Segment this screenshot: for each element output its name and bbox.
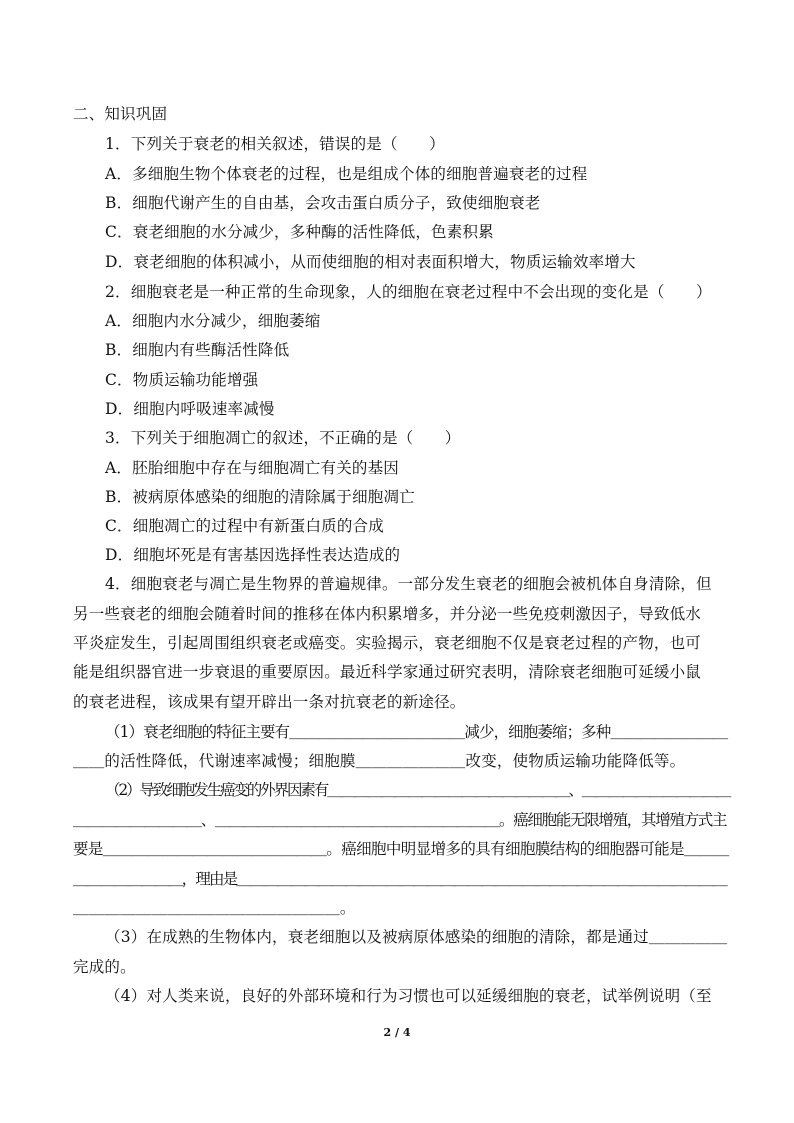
q4-passage-line: 的衰老进程，该成果有望开辟出一条对抗衰老的新途径。 xyxy=(73,693,466,711)
q2-option-c: C．物质运输功能增强 xyxy=(105,371,259,389)
q2-option-a: A．细胞内水分减少，细胞萎缩 xyxy=(105,312,321,330)
q4-passage-line: 4．细胞衰老与凋亡是生物界的普遍规律。一部分发生衰老的细胞会被机体自身清除，但 xyxy=(105,575,712,593)
q2-option-d: D．细胞内呼吸速率减慢 xyxy=(105,400,275,418)
q1-option-a: A．多细胞生物个体衰老的过程，也是组成个体的细胞普遍衰老的过程 xyxy=(105,165,588,183)
page-number: 2 / 4 xyxy=(383,1026,411,1039)
q3-option-d: D．细胞坏死是有害基因选择性表达造成的 xyxy=(105,546,401,564)
q4-passage-line: 能是组织器官进一步衰退的重要原因。最近科学家通过研究表明，清除衰老细胞可延缓小鼠 xyxy=(73,663,702,681)
q3-option-a: A．胚胎细胞中存在与细胞凋亡有关的基因 xyxy=(105,459,399,477)
q4-sub2-line: ＿＿＿＿＿＿＿＿＿、＿＿＿＿＿＿＿＿＿＿＿＿＿＿＿＿＿＿＿＿。癌细胞能无限增殖，其增殖方式主 xyxy=(73,811,727,829)
q3-stem: 3．下列关于细胞凋亡的叙述，不正确的是（ ） xyxy=(105,429,461,447)
q4-sub3-line: 完成的。 xyxy=(73,958,136,976)
q2-stem: 2．细胞衰老是一种正常的生命现象，人的细胞在衰老过程中不会出现的变化是（ ） xyxy=(105,283,712,301)
q4-sub3-line: （3）在成熟的生物体内，衰老细胞以及被病原体感染的细胞的清除，都是通过＿＿＿＿＿ xyxy=(105,928,728,946)
q3-option-c: C．细胞凋亡的过程中有新蛋白质的合成 xyxy=(105,517,384,535)
q1-stem: 1．下列关于衰老的相关叙述，错误的是（ ） xyxy=(105,135,445,153)
q2-option-b: B．细胞内有些酶活性降低 xyxy=(105,341,290,359)
q4-sub2-line: ＿＿＿＿＿＿＿＿＿＿＿＿＿＿＿＿＿。 xyxy=(73,899,356,917)
q1-option-b: B．细胞代谢产生的自由基，会攻击蛋白质分子，致使细胞衰老 xyxy=(105,194,541,212)
q4-sub2-line: （2）导致细胞发生癌变的外界因素有＿＿＿＿＿＿＿＿＿＿＿＿＿＿＿＿＿＿、＿＿＿＿＿＿＿＿＿＿＿ xyxy=(105,781,730,799)
q4-sub1-line: ＿＿的活性降低，代谢速率减慢；细胞膜＿＿＿＿＿＿＿改变，使物质运输功能降低等。 xyxy=(73,752,686,770)
q1-option-d: D．衰老细胞的体积减小，从而使细胞的相对表面积增大，物质运输效率增大 xyxy=(105,253,636,271)
q4-sub1-line: （1）衰老细胞的特征主要有＿＿＿＿＿＿＿＿＿＿＿＿减少，细胞萎缩；多种＿＿＿＿＿＿＿＿ xyxy=(105,723,728,741)
q4-sub2-line: ＿＿＿＿＿＿＿＿，理由是＿＿＿＿＿＿＿＿＿＿＿＿＿＿＿＿＿＿＿＿＿＿＿＿＿＿＿＿＿＿＿＿＿＿＿＿ xyxy=(73,870,726,888)
q4-sub4-line: （4）对人类来说，良好的外部环境和行为习惯也可以延缓细胞的衰老，试举例说明（至 xyxy=(105,987,712,1005)
q4-passage-line: 平炎症发生，引起周围组织衰老或癌变。实验揭示，衰老细胞不仅是衰老过程的产物，也可 xyxy=(73,634,702,652)
q1-option-c: C．衰老细胞的水分减少，多种酶的活性降低，色素积累 xyxy=(105,223,494,241)
q4-passage-line: 另一些衰老的细胞会随着时间的推移在体内积累增多，并分泌一些免疫刺激因子，导致低水 xyxy=(73,605,702,623)
section-title: 二、知识巩固 xyxy=(73,105,168,123)
q4-sub2-line: 要是＿＿＿＿＿＿＿＿＿＿＿＿＿＿＿。癌细胞中明显增多的具有细胞膜结构的细胞器可能是＿＿＿ xyxy=(73,840,729,858)
q3-option-b: B．被病原体感染的细胞的清除属于细胞凋亡 xyxy=(105,488,415,506)
